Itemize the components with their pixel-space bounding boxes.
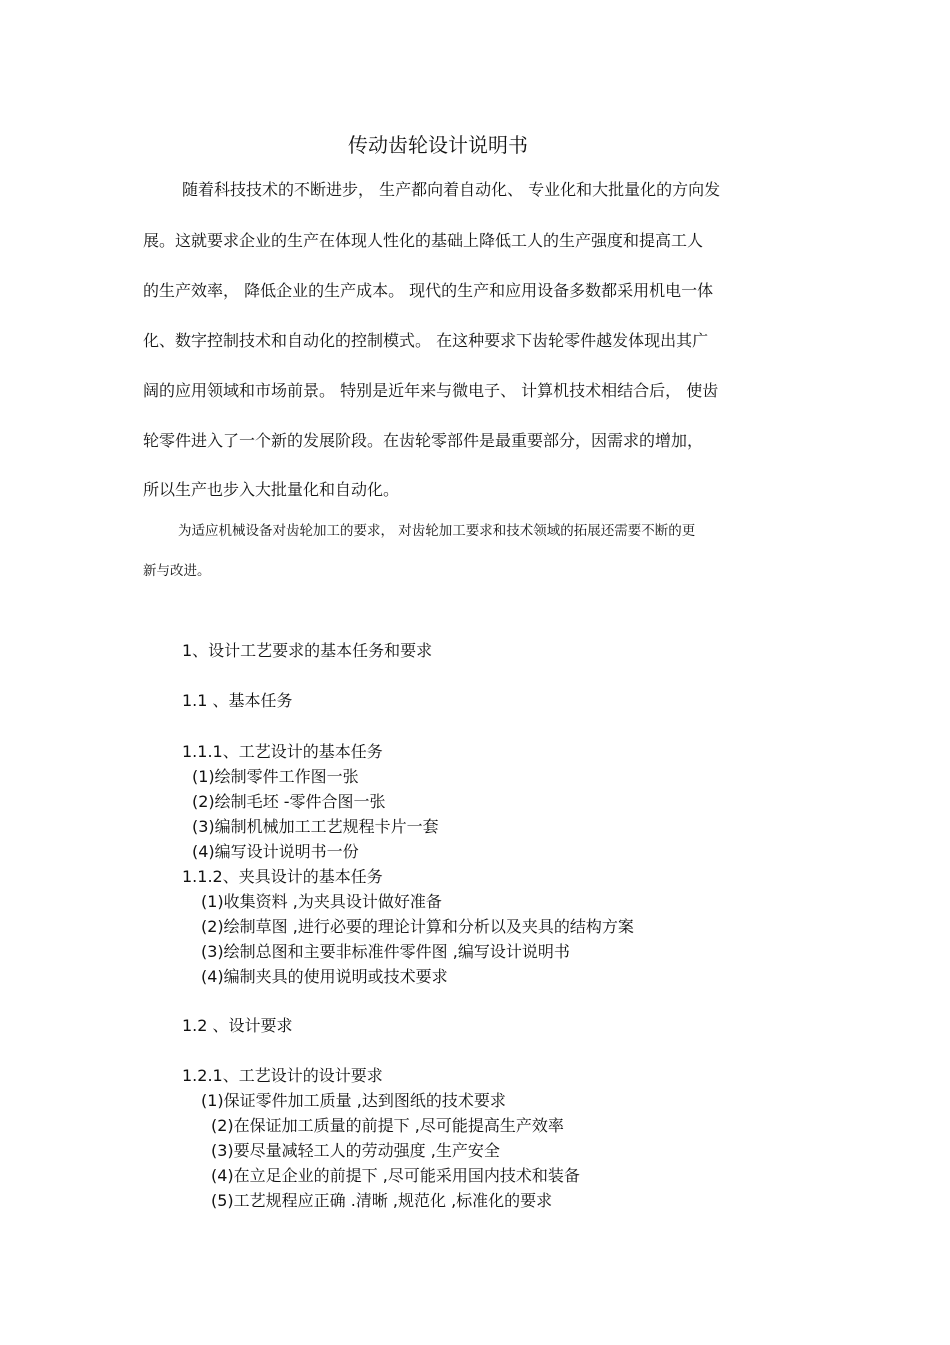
- section-1-1-2-heading: 1.1.2、夹具设计的基本任务: [182, 867, 383, 886]
- intro-line-1: 随着科技技术的不断进步， 生产都向着自动化、 专业化和大批量化的方向发: [182, 180, 721, 199]
- list-item: (2)绘制草图 ,进行必要的理论计算和分析以及夹具的结构方案: [201, 917, 634, 936]
- intro-line-2: 展。这就要求企业的生产在体现人性化的基础上降低工人的生产强度和提高工人: [143, 231, 704, 250]
- section-1-1-heading: 1.1 、基本任务: [182, 691, 293, 710]
- list-item: (2)绘制毛坯 -零件合图一张: [192, 792, 386, 811]
- list-item: (2)在保证加工质量的前提下 ,尽可能提高生产效率: [211, 1116, 564, 1135]
- intro-line-3: 的生产效率， 降低企业的生产成本。 现代的生产和应用设备多数都采用机电一体: [143, 281, 714, 300]
- list-item: (3)编制机械加工工艺规程卡片一套: [192, 817, 439, 836]
- list-item: (4)在立足企业的前提下 ,尽可能采用国内技术和装备: [211, 1166, 580, 1185]
- list-item: (4)编写设计说明书一份: [192, 842, 359, 861]
- section-1-2-1-heading: 1.2.1、工艺设计的设计要求: [182, 1066, 383, 1085]
- section-1-heading: 1、设计工艺要求的基本任务和要求: [182, 641, 433, 660]
- list-item: (5)工艺规程应正确 .清晰 ,规范化 ,标准化的要求: [211, 1191, 553, 1210]
- list-item: (3)绘制总图和主要非标准件零件图 ,编写设计说明书: [201, 942, 570, 961]
- list-item: (1)收集资料 ,为夹具设计做好准备: [201, 892, 442, 911]
- list-item: (1)绘制零件工作图一张: [192, 767, 359, 786]
- list-item: (4)编制夹具的使用说明或技术要求: [201, 967, 448, 986]
- list-item: (3)要尽量减轻工人的劳动强度 ,生产安全: [211, 1141, 500, 1160]
- intro-line-4: 化、数字控制技术和自动化的控制模式。 在这种要求下齿轮零件越发体现出其广: [143, 331, 709, 350]
- section-1-1-1-heading: 1.1.1、工艺设计的基本任务: [182, 742, 383, 761]
- second-para-line-2: 新与改进。: [143, 563, 211, 579]
- intro-line-6: 轮零件进入了一个新的发展阶段。在齿轮零部件是最重要部分，因需求的增加，: [143, 431, 704, 450]
- document-title: 传动齿轮设计说明书: [348, 133, 528, 157]
- intro-line-7: 所以生产也步入大批量化和自动化。: [143, 480, 400, 499]
- second-para-line-1: 为适应机械设备对齿轮加工的要求， 对齿轮加工要求和技术领域的拓展还需要不断的更: [178, 523, 696, 539]
- list-item: (1)保证零件加工质量 ,达到图纸的技术要求: [201, 1091, 506, 1110]
- intro-line-5: 阔的应用领域和市场前景。 特别是近年来与微电子、 计算机技术相结合后， 使齿: [143, 381, 719, 400]
- section-1-2-heading: 1.2 、设计要求: [182, 1016, 293, 1035]
